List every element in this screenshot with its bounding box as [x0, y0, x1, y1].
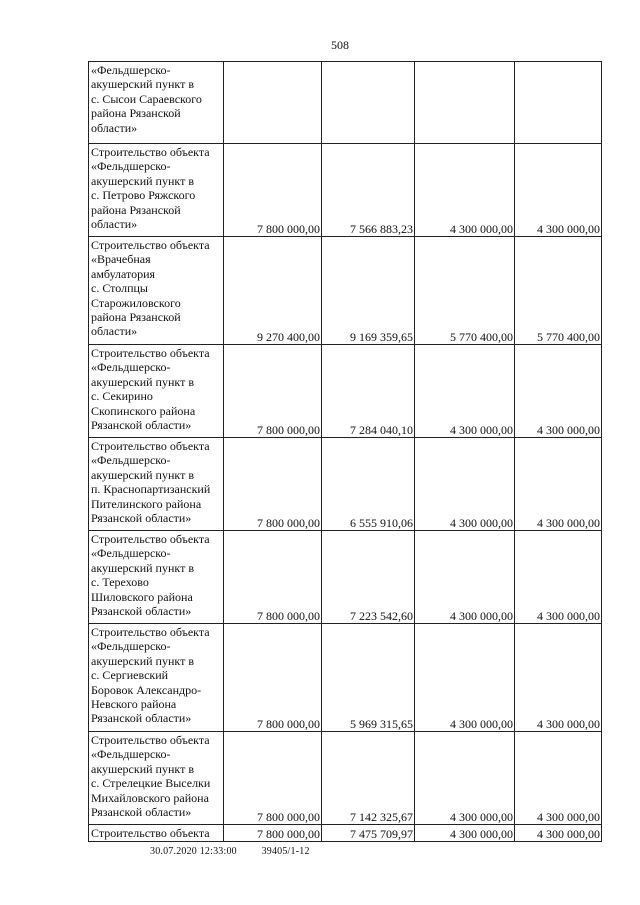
object-name-line: «Фельдшерско- — [91, 63, 171, 77]
object-name-line: акушерский пункт в — [91, 77, 194, 92]
amount-cell-4: 4 300 000,00 — [515, 825, 602, 842]
object-name-line: Рязанской области» — [91, 711, 192, 726]
object-name-line: акушерский пункт в — [91, 560, 194, 575]
object-name-line: «Фельдшерско- — [91, 453, 171, 468]
object-name-line: Строительство объекта — [91, 238, 210, 252]
amount-cell-4 — [515, 62, 602, 144]
object-name-line: области» — [91, 120, 138, 135]
table-row — [89, 62, 602, 144]
object-name-line: Строительство объекта — [91, 439, 210, 453]
table-row — [89, 732, 602, 825]
amount-cell-3: 4 300 000,00 — [415, 825, 515, 842]
amount-cell-1 — [224, 62, 322, 144]
object-name-line: с. Сысои Сараевского — [91, 91, 202, 106]
object-name-line: области» — [91, 217, 138, 232]
object-name-line: «Фельдшерско- — [91, 360, 171, 375]
table-row — [89, 825, 602, 842]
object-name-line: Строительство объекта — [91, 625, 210, 639]
object-name-cell — [89, 624, 224, 732]
object-name-cell — [89, 62, 224, 144]
amount-cell-3: 4 300 000,00 — [415, 144, 515, 237]
amount-cell-1: 7 800 000,00 — [224, 345, 322, 438]
amount-cell-1: 7 800 000,00 — [224, 144, 322, 237]
object-name-line: акушерский пункт в — [91, 467, 194, 482]
amount-cell-4: 4 300 000,00 — [515, 144, 602, 237]
object-name-line: амбулатория — [91, 266, 156, 281]
object-name-line: «Фельдшерско- — [91, 747, 171, 762]
object-name-line: «Фельдшерско- — [91, 639, 171, 654]
amount-cell-3: 4 300 000,00 — [415, 624, 515, 732]
table-row — [89, 624, 602, 732]
object-name-cell — [89, 732, 224, 825]
amount-cell-4: 4 300 000,00 — [515, 531, 602, 624]
amount-cell-3: 5 770 400,00 — [415, 237, 515, 345]
table-body — [89, 62, 602, 842]
amount-cell-1: 9 270 400,00 — [224, 237, 322, 345]
footer — [150, 846, 310, 857]
object-name-cell — [89, 531, 224, 624]
object-name-line: Пителинского района — [91, 496, 202, 511]
object-name-line: «Фельдшерско- — [91, 546, 171, 561]
object-name-line: района Рязанской — [91, 106, 181, 121]
object-name-cell — [89, 144, 224, 237]
object-name-line: «Фельдшерско- — [91, 159, 171, 174]
object-name-line: Строительство объекта — [91, 346, 210, 360]
amount-cell-1: 7 800 000,00 — [224, 531, 322, 624]
page-number: 508 — [331, 38, 349, 52]
object-name-line: с. Петрово Ряжского — [91, 188, 196, 203]
table-row — [89, 531, 602, 624]
object-name-line: Строительство объекта — [91, 145, 210, 159]
amount-cell-3: 4 300 000,00 — [415, 438, 515, 531]
object-name-line: Рязанской области» — [91, 511, 192, 526]
amount-cell-2: 7 566 883,23 — [322, 144, 415, 237]
amount-cell-4: 4 300 000,00 — [515, 345, 602, 438]
footer-doc-id: 39405/1-12 — [261, 846, 310, 857]
object-name-line: «Врачебная — [91, 252, 151, 267]
object-name-line: с. Стрелецкие Выселки — [91, 776, 211, 791]
amount-cell-1: 7 800 000,00 — [224, 825, 322, 842]
object-name-line: Рязанской области» — [91, 604, 192, 619]
table-row — [89, 237, 602, 345]
footer-timestamp: 30.07.2020 12:33:00 — [150, 846, 237, 857]
object-name-line: Строительство объекта — [91, 532, 210, 546]
object-name-line: области» — [91, 324, 138, 339]
amount-cell-2: 9 169 359,65 — [322, 237, 415, 345]
object-name-line: Боровок Александро- — [91, 682, 202, 697]
object-name-line: района Рязанской — [91, 310, 181, 325]
object-name-line: Скопинского района — [91, 403, 196, 418]
object-name-line: Невского района — [91, 697, 177, 712]
object-name-line: акушерский пункт в — [91, 374, 194, 389]
object-name-line: Шиловского района — [91, 589, 193, 604]
object-name-line: с. Терехово — [91, 575, 149, 590]
amount-cell-3: 4 300 000,00 — [415, 345, 515, 438]
amount-cell-3 — [415, 62, 515, 144]
object-name-cell — [89, 825, 224, 842]
amount-cell-2: 7 475 709,97 — [322, 825, 415, 842]
object-name-line: Старожиловского — [91, 295, 181, 310]
amount-cell-4: 4 300 000,00 — [515, 732, 602, 825]
object-name-line: Рязанской области» — [91, 805, 192, 820]
object-name-line: Строительство объекта — [91, 826, 210, 840]
amount-cell-1: 7 800 000,00 — [224, 624, 322, 732]
amount-cell-4: 4 300 000,00 — [515, 438, 602, 531]
amount-cell-2 — [322, 62, 415, 144]
object-name-cell — [89, 237, 224, 345]
object-name-line: района Рязанской — [91, 202, 181, 217]
amount-cell-2: 7 142 325,67 — [322, 732, 415, 825]
object-name-cell — [89, 345, 224, 438]
amount-cell-2: 6 555 910,06 — [322, 438, 415, 531]
object-name-line: с. Сергиевский — [91, 668, 169, 683]
object-name-line: с. Столпцы — [91, 281, 148, 296]
table-row — [89, 438, 602, 531]
table-row — [89, 345, 602, 438]
object-name-line: п. Краснопартизанский — [91, 482, 211, 497]
object-name-line: акушерский пункт в — [91, 653, 194, 668]
funding-table — [88, 61, 602, 842]
object-name-line: Рязанской области» — [91, 418, 192, 433]
amount-cell-4: 5 770 400,00 — [515, 237, 602, 345]
amount-cell-1: 7 800 000,00 — [224, 438, 322, 531]
amount-cell-4: 4 300 000,00 — [515, 624, 602, 732]
amount-cell-2: 7 223 542,60 — [322, 531, 415, 624]
object-name-cell — [89, 438, 224, 531]
object-name-line: с. Секирино — [91, 389, 153, 404]
amount-cell-2: 5 969 315,65 — [322, 624, 415, 732]
object-name-line: Михайловского района — [91, 790, 209, 805]
table-row — [89, 144, 602, 237]
amount-cell-2: 7 284 040,10 — [322, 345, 415, 438]
object-name-line: акушерский пункт в — [91, 761, 194, 776]
amount-cell-1: 7 800 000,00 — [224, 732, 322, 825]
amount-cell-3: 4 300 000,00 — [415, 531, 515, 624]
object-name-line: акушерский пункт в — [91, 173, 194, 188]
object-name-line: Строительство объекта — [91, 733, 210, 747]
amount-cell-3: 4 300 000,00 — [415, 732, 515, 825]
